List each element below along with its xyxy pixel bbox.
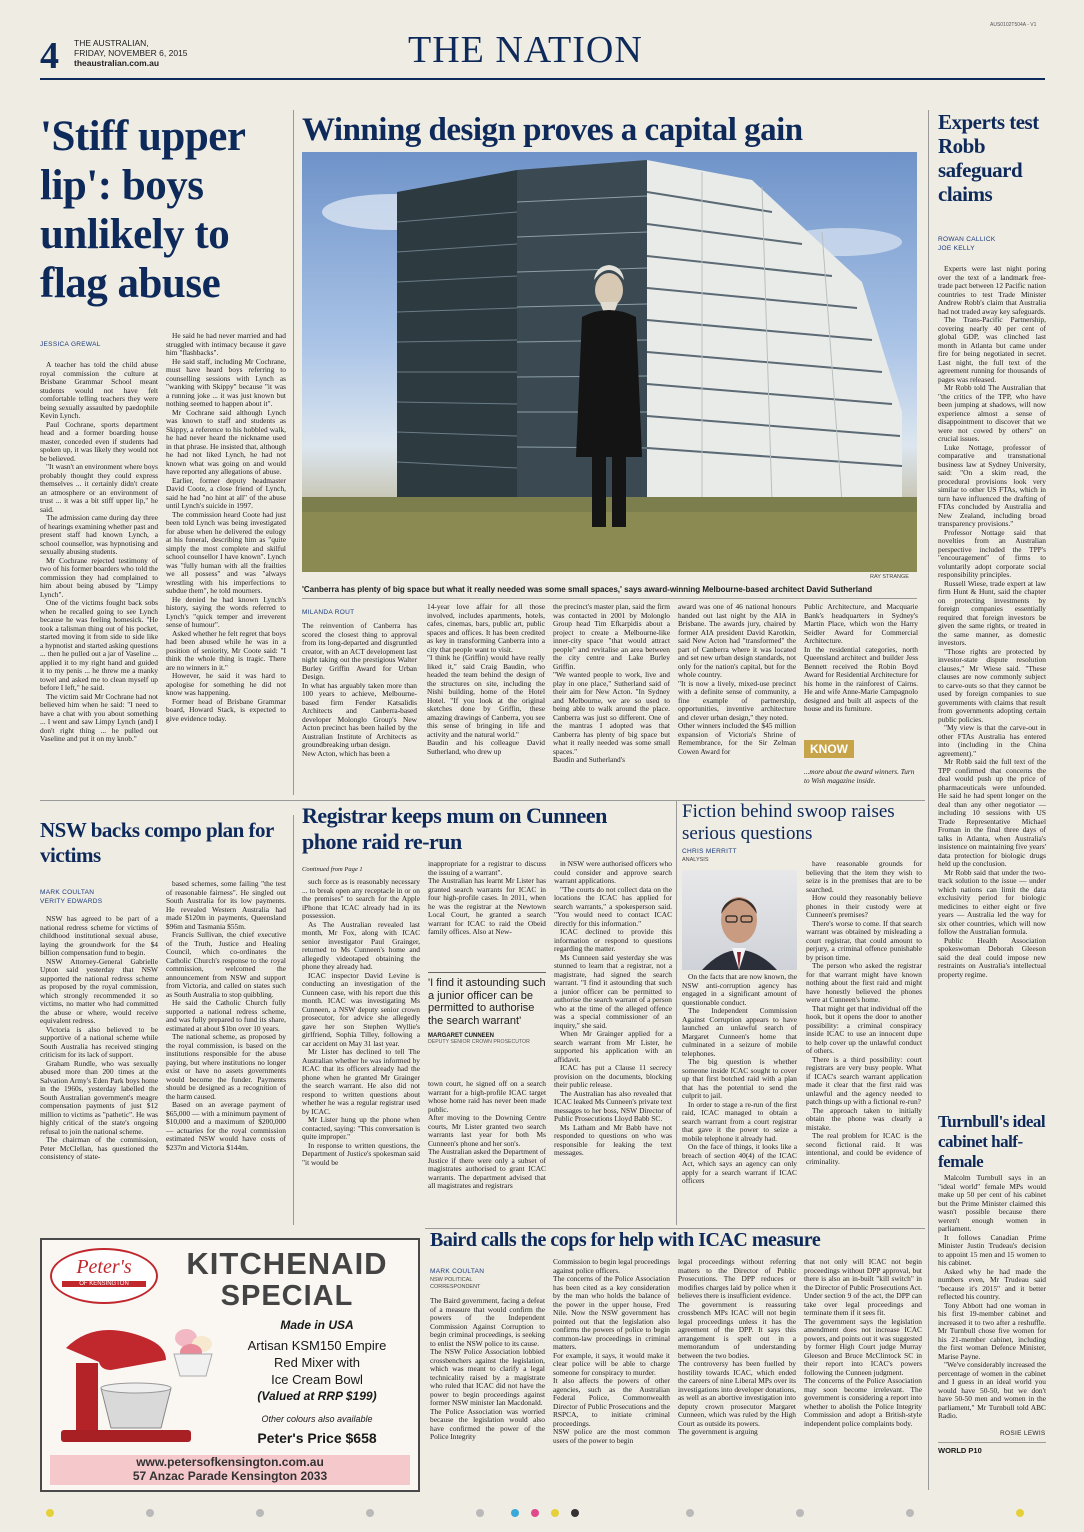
paragraph: He denied he had known Lynch's history, saying the words referred to Lynch's "quick temper and irreverent sense of humour". [166, 594, 286, 629]
baird-role-2: CORRESPONDENT [430, 1284, 481, 1290]
paragraph: in NSW were authorised officers who could consider and approve search warrant applications. [554, 860, 672, 885]
nsw-byline-2: VERITY EDWARDS [40, 898, 103, 905]
experts-byline-1: ROWAN CALLICK [938, 236, 996, 243]
winning-byline: MILANDA ROUT [302, 609, 355, 616]
baird-column-2: Commission to begin legal proceedings against police officers. The concerns of the Police Association has been cited as a key consideration by the man who holds the balance of the power in the upper house, Fred Nile. Now the NSW government has pointed out that the legislation also confirms the powers of police to begin common-law proceedings in criminal matters. For example, it says, it would make it clear police will be able to charge someone for conspiracy to murder. It also affects the powers of other agencies, such as the Australian Federal Police, Commonwealth Director of Public Prosecutions and the RSPCA, to initiate criminal proceedings. NSW police are the most common users of the power to begin [553, 1258, 670, 1445]
product-line-1: Artisan KSM150 Empire [247, 1338, 387, 1353]
paragraph: Francis Sullivan, the chief executive of the Truth, Justice and Healing Council, which co-ordinates the Catholic Church's response to the royal commission, welcomed the announcement from NSW and support from Victoria, and called on states such as South Australia to stop quibbling. [166, 930, 286, 999]
registration-marks [40, 1506, 1045, 1518]
paragraph: Experts were last night poring over the text of a landmark free-trade pact between 12 Pacific nation countries to test Trade Minister Andrew Robb's claim that Australia had not traded away key safeguards. [938, 265, 1046, 316]
ad-title-2: SPECIAL [220, 1280, 354, 1312]
product-line-2: Red Mixer with [274, 1355, 360, 1370]
issue-date: FRIDAY, NOVEMBER 6, 2015 [74, 48, 188, 58]
paragraph: NSW Attorney-General Gabrielle Upton said yesterday that NSW supported the national redress scheme as proposed by the royal commission, which strongly recommended it so victims, no matter who had committed the abuse or where, would receive equivalent redress. [40, 956, 158, 1025]
paragraph: Luke Nottage, professor of comparative and transnational business law at Sydney University, said: "On a skim read, the procedural provisions look very similar to other US FTAs, which in turn have influenced the drafting of FTAs concluded by Australia and New Zealand, including broad transparency provisions." [938, 442, 1046, 528]
paragraph: On the facts that are now known, the NSW anti-corruption agency has engaged in a significant amount of questionable conduct. [682, 973, 797, 1007]
made-in: Made in USA [280, 1318, 354, 1332]
paragraph: Russell Wiese, trade expert at law firm Hunt & Hunt, said the chapter on protecting investments by foreign companies essentially required that foreign investors be given the same rights, or treated in the same manner, as domestic investors. [938, 578, 1046, 647]
photo-credit: RAY STRANGE [870, 574, 909, 580]
registrar-column-3 [554, 860, 672, 1225]
paragraph: The admission came during day three of hearings examining whether past and present staff had known Lynch, a school counsellor, was hypnotising and sexually abusing students. [40, 513, 158, 556]
paragraph: "It wasn't an environment where boys probably thought they could express themselves ... it certainly didn't create an atmosphere or an environment of trust ... it was a bit stiff upper lip," he said. [40, 462, 158, 514]
logo-subtitle: OF KENSINGTON [62, 1281, 146, 1287]
rrp-value: (Valued at RRP $199) [257, 1389, 377, 1403]
store-address: 57 Anzac Parade Kensington 2033 [132, 1469, 328, 1483]
paragraph: Former head of Brisbane Grammar board, Howard Stack, is expected to give evidence today. [166, 696, 286, 723]
paragraph: "The courts do not collect data on the locations the ICAC has applied for search warrants," a spokesperson said. "You would need to contact ICAC directly for this information." [554, 884, 672, 928]
store-url-bar[interactable] [50, 1455, 410, 1485]
paragraph: He said the Catholic Church fully supported a national redress scheme, and was fully prepared to fund its share, estimated at about $1bn over 10 years. [166, 998, 286, 1033]
experts-byline-2: JOE KELLY [938, 245, 975, 252]
paragraph: On the face of things, it looks like a breach of section 40(4) of the ICAC Act, which says an agency can only apply for a search warrant if ICAC officers [682, 1142, 797, 1185]
registrar-headline: Registrar keeps mum on Cunneen phone raid re-run [302, 803, 607, 854]
mixer-image [46, 1308, 216, 1458]
paragraph: ICAC declined to provide this information or respond to questions regarding the matter. [554, 927, 672, 953]
know-badge: KNOW [804, 740, 854, 758]
registrar-column-2-bottom: town court, he signed off on a search warrant for a high-profile ICAC target whose home raid has never been made public. After moving to the Downing Centre courts, Mr Lister granted two search warrants last year for both Ms Cunneen's phone and her son's. The Australian asked the Department of Justice if there were only a subset of magistrates authorised to grant ICAC warrants. The department advised that all magistrates and registrars [428, 1080, 546, 1190]
paragraph: In order to stage a re-run of the first raid, ICAC managed to obtain a search warrant from a court registrar that gave it the power to seize a mobile telephone it already had. [682, 1099, 797, 1143]
paragraph: Public Health Association spokeswoman Deborah Gleeson said the deal could impose new restraints on Australia's intellectual property regime. [938, 935, 1046, 979]
paragraph: "My view is that the carve-out in other FTAs Australia has entered into (including in the China agreement)." [938, 723, 1046, 758]
paragraph: He said he had never married and had struggled with intimacy because it gave him "flashbacks". [166, 332, 286, 357]
kitchenaid-ad[interactable] [40, 1238, 420, 1492]
continued-note: Continued from Page 1 [302, 866, 363, 873]
winning-headline: Winning design proves a capital gain [302, 112, 803, 148]
store-url[interactable]: www.petersofkensington.com.au [136, 1455, 324, 1469]
world-link[interactable]: WORLD P10 [938, 1446, 982, 1455]
section-title: THE NATION [408, 29, 643, 71]
world-rule [938, 1442, 1046, 1443]
turnbull-headline: Turnbull's ideal cabinet half-female [938, 1112, 1046, 1171]
turnbull-body [938, 1174, 1046, 1424]
fiction-column-1 [682, 973, 797, 1225]
masthead-info [74, 38, 188, 68]
paragraph: One of the victims fought back sobs when he recalled going to see Lynch because he was feeling homesick. "He took a talisman thing out of his pocket, started moving it from side to side like a hypnotist and started asking questions ... then he pulled out a jar of Vaseline ... applied it to my right hand and guided it to my penis ... he threw me a manky towel and asked me to clean myself up before I left," he said. [40, 598, 158, 692]
paragraph: Ms Cunneen said yesterday she was stunned to learn that a registrar, not a magistrate, had signed the search warrant. "I find it astounding that such a junior officer can be permitted to authorise the search warrant of a person who at the time of the alleged offence was a special commissioner of an inquiry," she said. [554, 952, 672, 1030]
paragraph: The big question is whether someone inside ICAC sought to cover up that first botched raid with a plan that has the potential to send the culprit to jail. [682, 1057, 797, 1100]
paragraph: Professor Nottage said that novelties from an Australian perspective included the TPP's "encouragement" of firms to voluntarily adopt corporate social responsibility principles. [938, 527, 1046, 579]
column-rule [293, 815, 294, 1225]
winning-column-1: The reinvention of Canberra has scored the closest thing to approval from its long-departed and disgruntled creator, with an ACT development last night taking out the prestigious Walter Burley Griffin Award for Urban Design. In what has arguably taken more than 100 years to achieve, Melbourne-based firm Fender Katsalidis Architects and Canberra-based developer Molonglo Group's New Acton precinct has been hailed by the Australian Institute of Architects as groundbreaking urban design. New Acton, which has been a [302, 622, 417, 758]
paragraph: The victim said Mr Cochrane had not believed him when he said: "I need to have a chat with you about something ... I went and saw Limpy Lynch (and) I don't right thing ... he pulled out Vaseline and put it on my knob." [40, 691, 158, 743]
pull-quote-text: 'I find it astounding such a junior officer can be permitted to authorise the search warrant' [428, 977, 546, 1027]
author-photo [682, 870, 797, 970]
experts-body [938, 265, 1046, 1105]
paragraph: Mr Robb said that under the two-track solution to the issue — under which nations can limit the data exclusivity period for biologic medicines to either eight or five years — Australia led the way for six other countries, which will now follow the Australian formula. [938, 867, 1046, 936]
paragraph: When Mr Grainger applied for a search warrant from Mr Lister, he supported his application with an affidavit. [554, 1029, 672, 1064]
nsw-column-2 [166, 880, 286, 1225]
colours-note: Other colours also available [261, 1414, 373, 1424]
paragraph: Asked whether he felt regret that boys had been abused while he was in a position of seniority, Mr Coote said: "I think the whole thing is tragic. There are no winners in it." [166, 628, 286, 672]
paragraph: Earlier, former deputy headmaster David Coote, a close friend of Lynch, said he had "no hint at all" of the abuse until Lynch's suicide in 1997. [166, 475, 286, 510]
paragraph: That might get that individual off the hook, but it opens the door to another possibility: a criminal conspiracy inside ICAC to use an innocent dupe to help cover up the unlawful conduct of others. [806, 1003, 922, 1055]
color-dots [40, 1507, 1045, 1519]
paragraph: Ms Latham and Mr Babb have not responded to questions on who was responsible for leaking the text messages. [554, 1122, 672, 1157]
paragraph: The Independent Commission Against Corruption appears to have launched an unlawful search of Margaret Cunneen's home that culminated in a seizure of mobile telephones. [682, 1006, 797, 1058]
paragraph: Victoria is also believed to be supportive of a national scheme while South Australia has received stinging criticism for its lack of support. [40, 1024, 158, 1059]
paragraph: However, he said it was hard to apologise for something he did not know was happening. [166, 671, 286, 697]
ad-title-1: KITCHENAID [186, 1246, 388, 1281]
fiction-byline: CHRIS MERRITT [682, 848, 737, 855]
paragraph: Malcolm Turnbull says in an "ideal world" female MPs would make up 50 per cent of his cabinet but the Prime Minister claimed this wasn't possible because there weren't enough women in parliament. [938, 1174, 1046, 1233]
paragraph: Based on an average payment of $65,000 — with a minimum payment of $10,000 and a maximum of $200,000 — actuaries for the royal commission estimated NSW would have costs of $237m and Victoria $144m. [166, 1100, 286, 1152]
winning-column-5: Public Architecture, and Macquarie Bank's headquarters in Sydney's Martin Place, which won the Harry Seidler Award for Commercial Architecture. In the residential categories, north Queensland architect and builder Jess Bennett received the Robin Boyd Award for Residential Architecture for his home in the rainforest of Cairns. He and wife Anne-Marie Campagnolo designed and built all aspects of the house and its furniture. [804, 603, 918, 713]
paragraph: such force as is reasonably necessary ... to break open any receptacle in or on the premises" to search for the Apple iPhone that ICAC already had in its possession. [302, 878, 420, 920]
paragraph: Mr Cochrane said although Lynch was known to staff and students as Skippy, a reference to his hobbled walk, he had never heard the nickname used in that phrase. He insisted that, although he had not liked Lynch, he had not known what was going on and would have reported any allegations of abuse. [166, 407, 286, 476]
paragraph: Tony Abbott had one woman in his first 19-member cabinet and increased it to two after a reshuffle. Mr Turnbull chose five women for his 21-member cabinet, including the first woman Defence Minister, Marise Payne. [938, 1300, 1046, 1361]
paragraph: As The Australian revealed last month, Mr Fox, along with ICAC senior investigator Paul Grainger, returned to Ms Cunneen's home and allegedly videotaped obtaining the phone they already had. [302, 919, 420, 971]
column-rule [928, 110, 929, 1490]
store-price: Peter's Price $658 [257, 1430, 377, 1446]
baird-column-4: that not only will ICAC not begin proceedings without DPP approval, but there is also an in-built "kill switch" in the Director of Public Prosecutions Act. Under section 9 of the act, the DPP can take over legal proceedings and terminate them if it sees fit. The government says the legislation amendment does not increase ICAC powers, and points out it was suggested by former High Court judge Murray Gleeson and Bruce McClintock SC in their report into ICAC's powers following the Cunneen judgment. The concerns of the Police Association may soon become irrelevant. The government is considering a report into whether to abolish the Police Integrity Commission and adopt a British-style independent police complaints body. [804, 1258, 922, 1428]
paragraph: The commission heard Coote had just been told Lynch was being investigated for abuse when he delivered the eulogy at his funeral, describing him as "quite simply the most complete and skilful school counsellor I have known". Lynch was "fully human with all the frailties we all possess" and was "always wrestling with his imperfections to subdue them", he told mourners. [166, 509, 286, 595]
paragraph: The Trans-Pacific Partnership, covering nearly 40 per cent of global GDP, was clinched last month in Atlanta but came under fire for being negotiated in secret. Last night, the full text of the agreement running for thousands of pages was released. [938, 315, 1046, 384]
paragraph: The Australian has also revealed that ICAC leaked Ms Cunneen's private text messages to her boss, NSW Director of Public Prosecutions Lloyd Babb SC. [554, 1088, 672, 1123]
building-photo [302, 152, 917, 572]
nsw-column-1 [40, 915, 158, 1225]
paragraph: The national scheme, as proposed by the royal commission, is based on the institutions responsible for the abuse paying, but where institutions no longer exist or have no assets governments would become the funder. Payments should be designed as a recognition of the harm caused. [166, 1032, 286, 1101]
baird-column-3: legal proceedings without referring matters to the Director of Public Prosecutions. The DPP reduces or modifies charges laid by police when it believes there is insufficient evidence. The government is reassuring crossbench MPs ICAC will not begin legal proceedings unless it has the agreement of the DPP. It says this arrangement is spelt out in a memorandum of understanding between the two bodies. The controversy has been fuelled by hostility towards ICAC, which ended the careers of nine Liberal MPs over its investigations into developer donations, as well as an abortive investigation into deputy crown prosecutor Margaret Cunneen, which was ruled by the High Court as outside its powers. The government is arguing [678, 1258, 796, 1436]
paragraph: In response to written questions, the Department of Justice's spokesman said "it would be [302, 1140, 420, 1167]
paragraph: It follows Canadian Prime Minister Justin Trudeau's decision to appoint 15 men and 15 women to his cabinet. [938, 1232, 1046, 1267]
paragraph: Mr Robb said the full text of the TPP confirmed that concerns the deal would push up the price of pharmaceuticals were unfounded. He said he had spent longer on the deal than any other negotiator — including 10 sessions with US Trade Representative Michael Froman in the final three days of talks in Atlanta, when Australia's insistence on maintaining five years' data protection for biologic drugs held up the conclusion. [938, 757, 1046, 868]
pull-quote [428, 972, 546, 1045]
fiction-headline: Fiction behind swoop raises serious questions [682, 801, 895, 844]
paragraph: based schemes, some failing "the test of reasonable fairness". He singled out South Australia for its low payments. He revealed Western Australia had made $120m in payments, Queensland $96m and Tasmania $55m. [166, 880, 286, 931]
stiff-byline: JESSICA GREWAL [40, 341, 101, 348]
paragraph: Asked why he had made the numbers even, Mr Trudeau said "because it's 2015" and it better reflected his country. [938, 1266, 1046, 1301]
paragraph: There's worse to come. If that search warrant was obtained by misleading a court registrar, that could amount to perjury, a criminal offence punishable by prison time. [806, 918, 922, 962]
baird-column-1: The Baird government, facing a defeat of a measure that would confirm the powers of the Independent Commission Against Corruption to begin criminal proceedings, is seeking to enlist the NSW police to its cause. The NSW Police Association lobbied crossbenchers against the legislation, which was meant to clarify a legal technicality raised by a magistrate who ruled that ICAC did not have the power to begin proceedings against former NSW minister Ian Macdonald. The Police Association was worried because the legislation would also have confirmed the power of the Police Integrity [430, 1297, 545, 1441]
stiff-column-2 [166, 332, 286, 794]
winning-column-4: award was one of 46 national honours handed out last night by the AIA in Brisbane. The awards jury, chaired by former AIA president David Karotkin, said New Acton had "transformed" the part of Canberra where it was located and set new urban design standards, not only for the nation's capital, but for the whole country. "It is now a lively, mixed-use precinct with a definite sense of community, a fine example of partnership, opportunities, inventive architecture and clever urban design," they noted. Other winners included the $45 million expansion of Victoria's Shrine of Remembrance, for the Sir Zelman Cowen Award for [678, 603, 796, 756]
baird-headline: Baird calls the cops for help with ICAC measure [430, 1229, 821, 1251]
caption-rule [302, 598, 917, 599]
registrar-column-2-top: inappropriate for a registrar to discuss the issuing of a warrant". The Australian has learnt Mr Lister has granted search warrants for ICAC in four high-profile cases. In 2011, when he was the registrar at the Newtown Local Court, he granted a search warrant for ICAC to raid the Obeid family offices. Also at New- [428, 860, 546, 936]
paragraph: Mr Cochrane rejected testimony of two of his former boarders who told the commission they had complained to him about being abused by "Limpy Lynch". [40, 555, 158, 599]
paragraph: Paul Cochrane, sports department head and a former boarding house master, conceded even if students had spoken up, it was likely they would not be believed. [40, 419, 158, 463]
paragraph: How could they reasonably believe phones in their custody were at Cunneen's premises? [806, 893, 922, 919]
paragraph: There is a third possibility: court registrars are very busy people. What if ICAC's search warrant application made it clear that the first raid was unlawful and the agency needed to patch things up with a fictional re-run? [806, 1054, 922, 1106]
paragraph: The approach taken to initially obtain the phone was clearly a mistake. [806, 1105, 922, 1132]
stiff-headline: 'Stiff upper lip': boys unlikely to flag abuse [40, 113, 245, 307]
paragraph: have reasonable grounds for believing that the item they wish to seize is in the premises that are to be searched. [806, 860, 922, 894]
paragraph: NSW has agreed to be part of a national redress scheme for victims of childhood institutional sexual abuse, laying the groundwork for the $4 billion compensation fund to begin. [40, 915, 158, 957]
quote-role: DEPUTY SENIOR CROWN PROSECUTOR [428, 1039, 530, 1045]
nsw-byline-1: MARK COULTAN [40, 889, 95, 896]
paragraph: The real problem for ICAC is the second fictional raid. It was intentional, and could be evidence of criminality. [806, 1131, 922, 1166]
paragraph: ICAC inspector David Levine is conducting an investigation of the Cunneen case, with his report due this month. ICAC was investigating Ms Cunneen, a NSW deputy senior crown prosecutor, for advice she allegedly gave her son Stephen Wyllie's girlfriend, Sophia Tilley, following a car accident on May 31 last year. [302, 970, 420, 1048]
nsw-headline: NSW backs compo plan for victims [40, 818, 274, 867]
building-illustration [302, 152, 917, 572]
experts-headline: Experts test Robb safeguard claims [938, 110, 1039, 206]
paragraph: Mr Lister has declined to tell The Australian whether he was informed by ICAC that its officers already had the phone when he granted Mr Grainger the search warrant. He also did not respond to written questions about whether he was a regular registrar used by ICAC. [302, 1047, 420, 1116]
page-number: 4 [40, 35, 59, 77]
paragraph: A teacher has told the child abuse royal commission the culture at Brisbane Grammar School meant students would not have felt comfortable telling teachers they were being sexually assaulted by paedophile Kevin Lynch. [40, 361, 158, 420]
author-portrait [682, 870, 797, 970]
paragraph: ICAC has put a Clause 11 secrecy provision on the documents, blocking their public release. [554, 1063, 672, 1089]
page-code: AUS0102T504A - V1 [990, 22, 1037, 28]
paragraph: The person who asked the registrar for that warrant might have known nothing about the first raid and might have honestly believed the phones were at Cunneen's home. [806, 961, 922, 1004]
paragraph: Graham Rundle, who was sexually abused more than 200 times at the Salvation Army's Eden Park boys home in the 1960s, yesterday labelled the South Australian government's meagre compensation payments of just $12 million to victims as "pathetic". He was highly critical of the state's ongoing refusal to join the national scheme. [40, 1058, 158, 1136]
masthead-rule [40, 78, 1045, 80]
site-link[interactable]: theaustralian.com.au [74, 58, 160, 68]
registrar-column-1 [302, 878, 420, 1223]
paragraph: "We've considerably increased the percentage of women in the cabinet and I guess in an ideal world you would have 50-50, but we don't have 50-50 men and women in the parliament," Mr Turnbull told ABC Radio. [938, 1360, 1046, 1420]
paragraph: Mr Lister hung up the phone when contacted, saying: "This conversation is quite improper." [302, 1115, 420, 1141]
quote-name: MARGARET CUNNEEN [428, 1033, 494, 1039]
baird-byline: MARK COULTAN [430, 1268, 485, 1275]
column-rule [293, 110, 294, 795]
paragraph: "Those rights are protected by investor-state dispute resolution clauses," Mr Wiese said. "These clauses are now commonly subject to carve-outs so that they cannot be used by foreign companies to sue governments with claims that result from governments adopting certain public policies. [938, 646, 1046, 724]
paragraph: The chairman of the commission, Peter McClellan, has questioned the consistency of state- [40, 1135, 158, 1161]
analysis-label: ANALYSIS [682, 857, 709, 863]
winning-column-3: the precinct's master plan, said the firm was contacted in 2001 by Molonglo Group head Tim Efkarpidis about a project to create a Melbourne-like inner-city space "that would attract people" and revitalise an area between the city centre and Lake Burley Griffin. "We wanted people to work, live and play in one place," Sutherland said of their aim for New Acton. "In Sydney and Melbourne, we are so used to being able to walk around the place. Canberra was just so different. One of the mantras I adopted was that Canberra has plenty of big space but what it really needed was some small spaces." Baudin and Sutherland's [553, 603, 670, 764]
column-rule [676, 800, 677, 1225]
baird-role-1: NSW POLITICAL [430, 1277, 473, 1283]
paragraph: Mr Robb told The Australian that "the critics of the TPP, who have been jumping at shadows, will now experience almost a sense of disappointment to discover that we were not cowed by others" on crucial issues. [938, 383, 1046, 443]
paper-name: THE AUSTRALIAN, [74, 38, 149, 48]
store-logo [50, 1248, 158, 1304]
fiction-column-2 [806, 860, 922, 1225]
product-line-3: Ice Cream Bowl [271, 1372, 363, 1387]
turnbull-byline: ROSIE LEWIS [1000, 1430, 1046, 1437]
know-text[interactable]: ...more about the award winners. Turn to Wish magazine inside. [804, 768, 915, 785]
logo-name: Peter's [76, 1256, 132, 1278]
paragraph: He said staff, including Mr Cochrane, must have heard boys referring to counselling sessions with Lynch as "wanking with Skippy" because "it was a running joke ... it was just known but nothing seemed to happen about it". [166, 356, 286, 408]
winning-column-2: 14-year love affair for all those involved, includes apartments, hotels, cafes, cinemas, bars, public art, public spaces and offices. It has been credited as key in transforming Canberra into a city that people want to visit. "I think he (Griffin) would have really liked it," said Craig Baudin, who headed the team behind the design of the structures on site, including the Nishi building, home of the Hotel Hotel. "If you look at the original sketches done by Griffin, these amazing drawings of Canberra, you see this sense of bringing in life and activity and the natural world." Baudin and his colleague David Sutherland, who drew up [427, 603, 545, 756]
stiff-column-1 [40, 361, 158, 793]
photo-caption: 'Canberra has plenty of big space but what it really needed was some small spaces,' says award-winning Melbourne-based architect David Sutherland [302, 585, 873, 594]
